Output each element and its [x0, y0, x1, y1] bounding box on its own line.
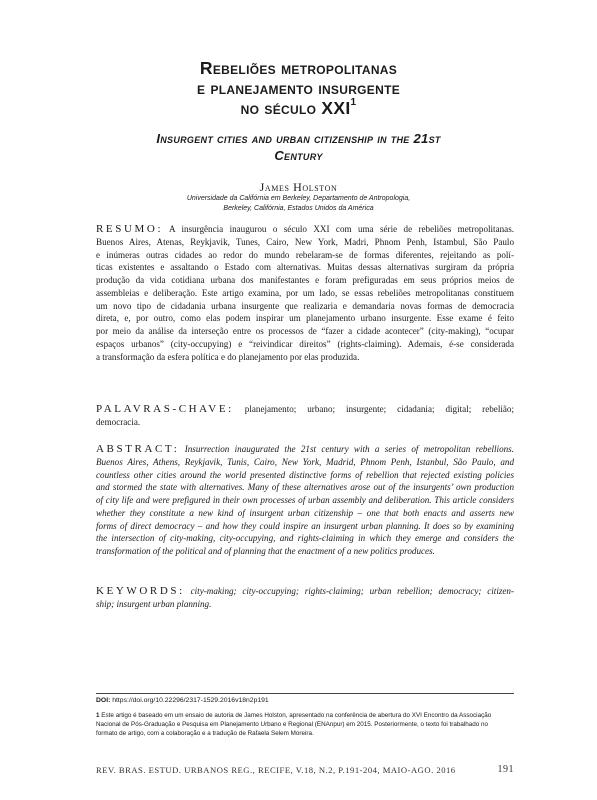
article-title: [60, 58, 537, 118]
palavras-chave-block: [96, 403, 514, 429]
affiliation-line-1: Universidade da Califórnia em Berkeley, Departamento de Antropologia,: [186, 195, 411, 202]
title-footnote-mark[interactable]: 1: [350, 97, 357, 109]
resumo-line: por meio da análise da interseção entre os processos de “fazer a cidade acontecer” (city-making), “ocupar: [96, 326, 514, 336]
title-line-3: [60, 98, 537, 118]
footnote-divider: [96, 693, 514, 694]
footnote-line: formato de artigo, com a colaboração e a tradução de Rafaela Selem Moreira.: [96, 730, 314, 737]
subtitle-line-1: Insurgent cities and urban citizenship in the 21st: [156, 131, 441, 146]
resumo-line: Buenos Aires, Atenas, Reykjavik, Tunes, Cairo, New York, Madri, Phnom Penh, Istambul, São Paulo: [96, 236, 514, 247]
abstract-line: of city life and were prefigured in their own processes of urban assembly and deliberation. This article considers: [96, 495, 514, 505]
journal-citation: REV. BRAS. ESTUD. URBANOS REG., RECIFE, V.18, N.2, P.191-204, MAIO-AGO. 2016: [96, 765, 456, 775]
author-name: James Holston: [259, 180, 338, 194]
resumo-line: produção da vida cotidiana urbana dos manifestantes e foram prefiguradas em seus próprios meios de: [96, 275, 514, 285]
abstract-line: and stormed the state with alternatives. Many of these alternatives arose out of the insurgents’ own production: [96, 482, 514, 493]
title-line-1: Rebeliões metropolitanas: [199, 58, 398, 78]
keywords-line: ship; insurgent urban planning.: [96, 598, 212, 609]
resumo-line-text: A insurgência inaugurou o século XXI com uma série de rebeliões metropolitanas.: [169, 224, 515, 234]
resumo-line: espaços urbanos” (city-occupying) e “reivindicar direitos” (rights-claiming). Ademais, é-se considerada: [96, 338, 514, 349]
palavras-line: [96, 403, 514, 416]
doi-label: DOI:: [96, 697, 111, 704]
footnote: [96, 711, 514, 738]
footnote-number: 1: [96, 712, 100, 719]
title-line-3-text: no século XXI: [240, 98, 351, 118]
resumo-block: [96, 223, 514, 363]
resumo-line: e inúmeras outras cidades ao redor do mundo rebelaram-se de formas diferentes, rejeitando as polí-: [96, 249, 514, 260]
footnote-line: [96, 711, 514, 720]
doi-line: [96, 697, 269, 704]
keywords-line-text: city-making; city-occupying; rights-claiming; urban rebellion; democracy; citizen-: [190, 586, 514, 596]
footnote-line-text: Este artigo é baseado em um ensaio de autoria de James Holston, apresentado na conferência de abertura do XVI Encontro da Associação: [101, 712, 492, 719]
keywords-block: [96, 585, 514, 611]
keywords-label: KEYWORDS:: [96, 585, 185, 597]
palavras-line-text: planejamento; urbano; insurgente; cidadania; digital; rebelião;: [244, 404, 514, 414]
doi-link[interactable]: https://doi.org/10.22296/2317-1529.2016v18n2p191: [112, 697, 269, 704]
palavras-label: PALAVRAS-CHAVE:: [96, 403, 234, 415]
resumo-line: um novo tipo de cidadania urbana insurgente que realizaria e demandaria novas formas de democracia: [96, 300, 514, 311]
abstract-line: the intersection of city-making, city-occupying, and rights-claiming in which they emerge and considers the: [96, 533, 514, 544]
abstract-line: Buenos Aires, Athens, Reykjavik, Tunis, Cairo, New York, Madrid, Phnom Penh, Istanbul, São Paulo, and: [96, 456, 514, 467]
author-affiliation: [0, 194, 597, 213]
resumo-line: [96, 223, 514, 236]
resumo-line: ticas existentes e assaltando o Estado com alternativas. Muitas dessas alternativas surgiram da própria: [96, 262, 514, 273]
abstract-block: [96, 443, 514, 558]
resumo-label: RESUMO:: [96, 223, 164, 235]
footnote-line: Nacional de Pós-Graduação e Pesquisa em Planejamento Urbano e Regional (ENAnpur) em 2015. Posteriormente, o texto foi trabalhado no: [96, 721, 489, 728]
abstract-line: [96, 443, 514, 456]
abstract-line: forms of direct democracy – and how they could inspire an insurgent urban planning. It does so by examining: [96, 520, 514, 531]
title-line-2: e planejamento insurgente: [196, 78, 401, 98]
page-number: 191: [497, 764, 514, 775]
subtitle-line-2: Century: [274, 148, 323, 163]
resumo-line: assembleias e deliberação. Este artigo examina, por um lado, se essas rebeliões metropolitanas constituem: [96, 287, 514, 298]
affiliation-line-2: Berkeley, Califórnia, Estados Unidos da América: [223, 204, 374, 212]
abstract-line: transformation of the political and of planning that the enactment of a new politics produces.: [96, 546, 435, 556]
palavras-line: democracia.: [96, 416, 141, 427]
keywords-line: [96, 585, 514, 598]
article-subtitle: [70, 130, 527, 164]
abstract-line: whether they constitute a new kind of insurgent urban citizenship – one that both enacts and asserts new: [96, 507, 514, 518]
abstract-line-text: Insurrection inaugurated the 21st century with a series of metropolitan rebellions.: [184, 444, 514, 454]
abstract-line: countless other cities around the world presented distinctive forms of rebellion that rejected existing policies: [96, 469, 514, 480]
resumo-line: direta, e, por outro, como elas podem inspirar um planejamento urbano insurgente. Esse exame é feito: [96, 313, 514, 324]
resumo-line: a transformação da esfera política e do planejamento por elas produzida.: [96, 351, 360, 362]
abstract-label: ABSTRACT:: [96, 443, 180, 455]
